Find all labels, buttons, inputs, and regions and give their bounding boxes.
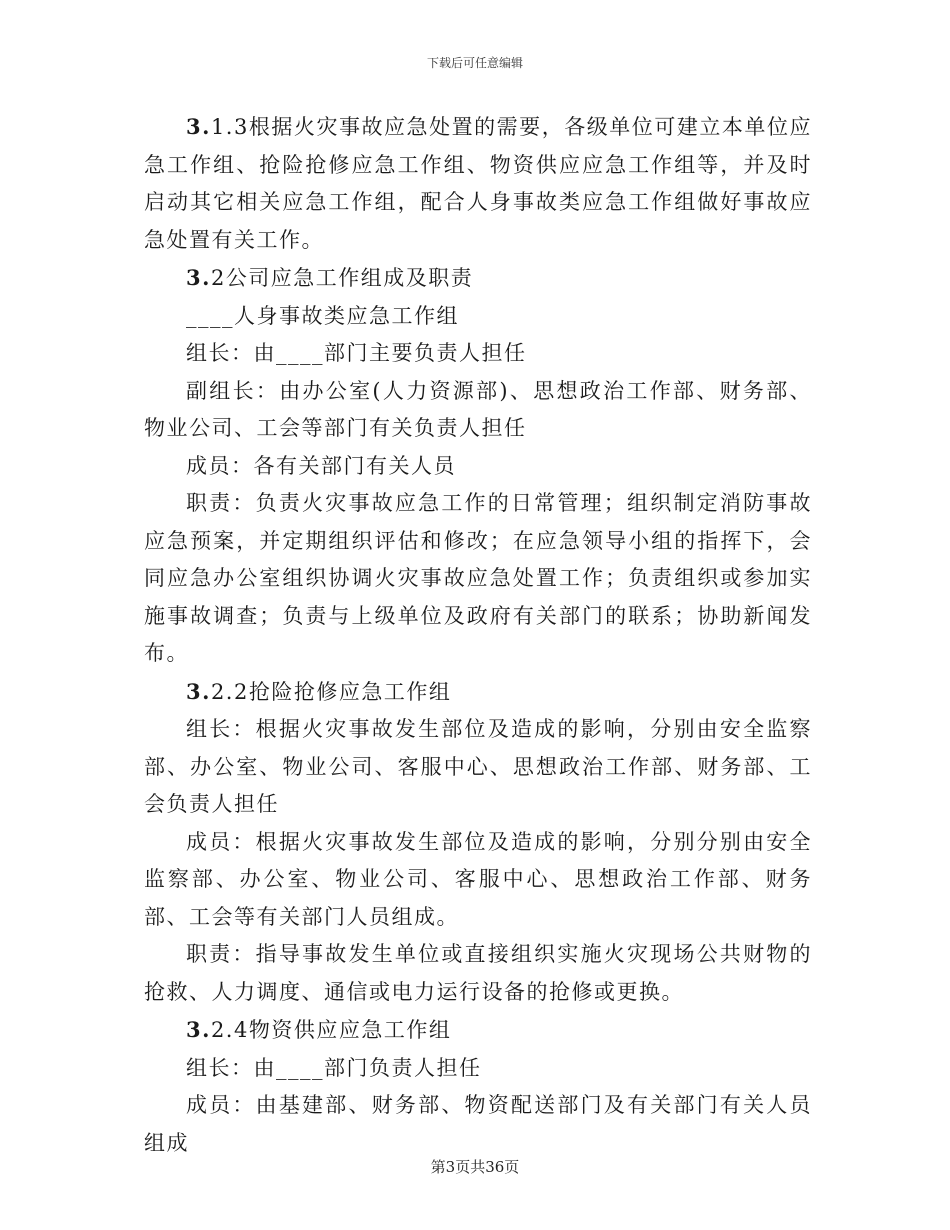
paragraph-text: 职责：负责火灾事故应急工作的日常管理；组织制定消防事故应急预案，并定期组织评估和修改；在应急领导小组的指挥下，会同应急办公室组织协调火灾事故应急处置工作；负责组织或参加实施事故调查；负责与上级单位及政府有关部门的联系；协助新闻发布。 xyxy=(144,491,812,665)
section-number: 3. xyxy=(186,1017,211,1042)
paragraph-text: 职责：指导事故发生单位或直接组织实施火灾现场公共财物的抢救、人力调度、通信或电力运行设备的抢修或更换。 xyxy=(144,942,812,1004)
members-line xyxy=(144,448,812,486)
paragraph-text: 组长：由____部门负责人担任 xyxy=(186,1055,482,1080)
supply-group-leader-line xyxy=(144,1050,812,1088)
supply-group-members-line xyxy=(144,1087,812,1162)
paragraph-text: 成员：由基建部、财务部、物资配送部门及有关部门有关人员组成 xyxy=(144,1093,812,1155)
section-number: 3. xyxy=(186,265,211,290)
section-number: 3. xyxy=(186,114,211,139)
deputy-leader-line xyxy=(144,373,812,448)
heading-text: ____人身事故类应急工作组 xyxy=(186,303,459,328)
heading-3-2 xyxy=(144,259,812,298)
heading-3-2-4 xyxy=(144,1011,812,1050)
heading-text: 2.4物资供应应急工作组 xyxy=(210,1018,452,1042)
section-number: 3. xyxy=(186,678,211,704)
page-footer: 第3页共36页 xyxy=(430,1158,520,1176)
paragraph-3-1-3 xyxy=(144,108,812,259)
paragraph-text: 成员：各有关部门有关人员 xyxy=(186,453,456,478)
paragraph-text: 组长：根据火灾事故发生部位及造成的影响，分别由安全监察部、办公室、物业公司、客服中心、思想政治工作部、财务部、工会负责人担任 xyxy=(144,717,812,816)
heading-personal-accident-group xyxy=(144,298,812,336)
heading-text: 2公司应急工作组成及职责 xyxy=(210,266,474,290)
paragraph-text: 1.3根据火灾事故应急处置的需要，各级单位可建立本单位应急工作组、抢险抢修应急工作组、物资供应应急工作组等，并及时启动其它相关应急工作组，配合人身事故类应急工作组做好事故应急处置有关工作。 xyxy=(144,115,812,252)
paragraph-text: 副组长：由办公室(人力资源部)、思想政治工作部、财务部、物业公司、工会等部门有关负责人担任 xyxy=(144,378,812,440)
page-header: 下载后可任意编辑 xyxy=(426,56,523,70)
paragraph-text: 组长：由____部门主要负责人担任 xyxy=(186,341,527,365)
heading-text: 2.2抢险抢修应急工作组 xyxy=(210,679,452,704)
heading-3-2-2 xyxy=(144,673,812,712)
document-body xyxy=(144,108,812,1162)
group-leader-line xyxy=(144,335,812,373)
rescue-group-duties-line xyxy=(144,936,812,1011)
duties-paragraph xyxy=(144,485,812,673)
paragraph-text: 成员：根据火灾事故发生部位及造成的影响，分别分别由安全监察部、办公室、物业公司、客服中心、思想政治工作部、财务部、工会等有关部门人员组成。 xyxy=(144,829,812,929)
rescue-group-members-line xyxy=(144,824,812,937)
rescue-group-leader-line xyxy=(144,711,812,824)
